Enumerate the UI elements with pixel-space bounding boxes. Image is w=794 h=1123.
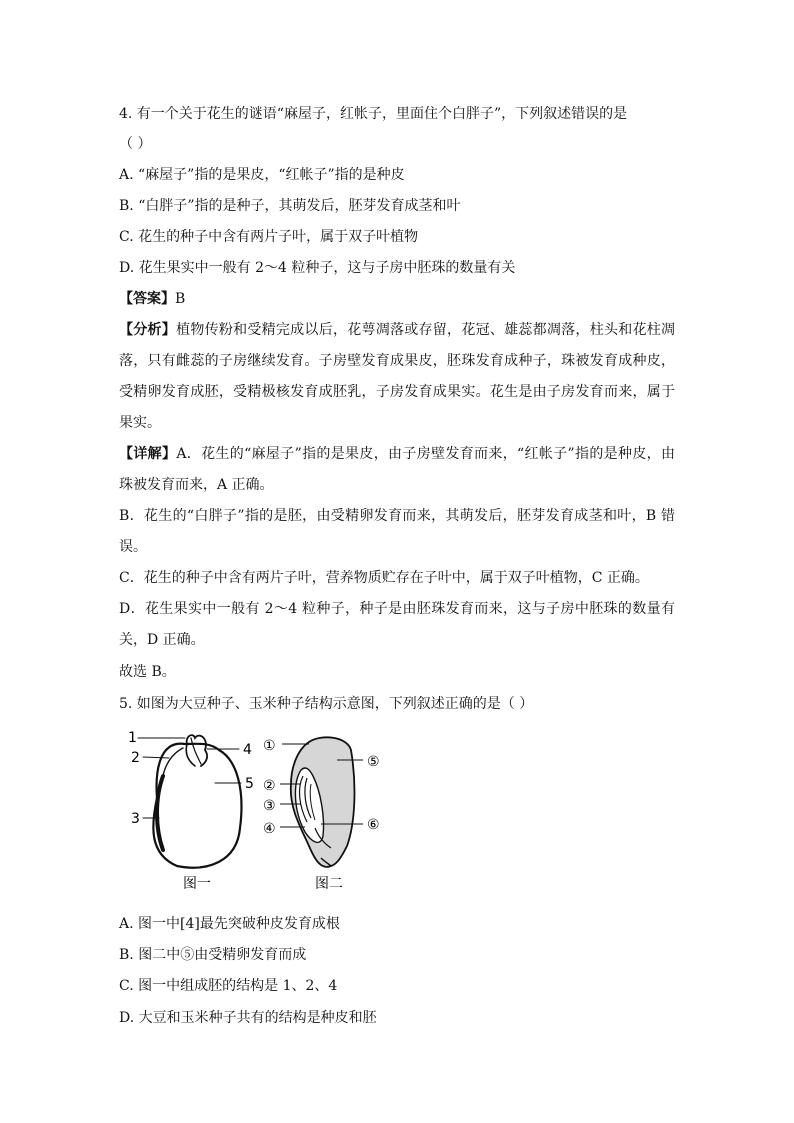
q4-conclusion: 故选 B。 bbox=[119, 664, 176, 680]
soybean-outline bbox=[153, 744, 241, 868]
fig2-label-2: ② bbox=[263, 778, 276, 794]
seed-diagram bbox=[125, 728, 395, 898]
fig2-label-3: ③ bbox=[263, 798, 276, 814]
q4-detail-b: B．花生的“白胖子”指的是胚，由受精卵发育而来，其萌发后，胚芽发育成茎和叶，B 错误。 bbox=[119, 508, 675, 555]
q4-answer bbox=[119, 289, 185, 309]
detail-a-text: A．花生的“麻屋子”指的是果皮，由子房壁发育而来，“红帐子”指的是种皮，由珠被发育而来，A 正确。 bbox=[119, 446, 675, 493]
fig2-label-4: ④ bbox=[263, 821, 276, 837]
q4-analysis bbox=[119, 315, 675, 439]
fig2-caption: 图二 bbox=[315, 876, 343, 892]
analysis-tag: 【分析】 bbox=[119, 322, 177, 338]
q5-option-c: C. 图一中组成胚的结构是 1、2、4 bbox=[119, 978, 338, 994]
answer-value: B bbox=[175, 291, 186, 307]
q4-detail-a bbox=[119, 439, 675, 501]
q5-stem: 5. 如图为大豆种子、玉米种子结构示意图，下列叙述正确的是（ ） bbox=[119, 696, 534, 712]
q4-option-c: C. 花生的种子中含有两片子叶，属于双子叶植物 bbox=[119, 229, 419, 245]
q5-option-d: D. 大豆和玉米种子共有的结构是种皮和胚 bbox=[119, 1010, 377, 1026]
seed-structure-figure bbox=[125, 728, 395, 898]
fig2-label-1: ① bbox=[263, 738, 276, 754]
q4-detail-d: D．花生果实中一般有 2～4 粒种子，种子是由胚珠发育而来，这与子房中胚珠的数量有关，D 正确。 bbox=[119, 601, 675, 648]
soybean-seed-drawing bbox=[138, 735, 241, 868]
q5-option-a: A. 图一中[4]最先突破种皮发育成根 bbox=[119, 916, 340, 932]
fig1-label-3: 3 bbox=[131, 811, 140, 827]
q4-option-d: D. 花生果实中一般有 2～4 粒种子，这与子房中胚珠的数量有关 bbox=[119, 260, 516, 276]
fig1-label-5: 5 bbox=[245, 776, 254, 792]
analysis-text: 植物传粉和受精完成以后，花萼凋落或存留，花冠、雄蕊都凋落，柱头和花柱凋落，只有雌蕊的子房继续发育。子房壁发育成果皮，胚珠发育成种子，珠被发育成种皮，受精卵发育成胚，受精极核发育成胚乳，子房发育成果实。花生是由子房发育而来，属于果实。 bbox=[119, 322, 676, 431]
corn-seed-drawing bbox=[280, 737, 363, 867]
fig1-caption: 图一 bbox=[183, 876, 211, 892]
q5-option-b: B. 图二中⑤由受精卵发育而成 bbox=[119, 947, 307, 963]
fig1-label-1: 1 bbox=[128, 730, 137, 746]
answer-tag: 【答案】 bbox=[119, 291, 175, 307]
q4-option-a: A. “麻屋子”指的是果皮，“红帐子”指的是种皮 bbox=[119, 167, 405, 183]
fig2-label-6: ⑥ bbox=[367, 817, 380, 833]
fig2-label-5: ⑤ bbox=[367, 754, 380, 770]
fig1-label-2: 2 bbox=[131, 750, 140, 766]
fig1-label-4: 4 bbox=[243, 742, 252, 758]
q4-stem: 4. 有一个关于花生的谜语“麻屋子，红帐子，里面住个白胖子”，下列叙述错误的是 bbox=[119, 106, 628, 122]
q4-detail-c: C．花生的种子中含有两片子叶，营养物质贮存在子叶中，属于双子叶植物，C 正确。 bbox=[119, 570, 649, 586]
detail-tag: 【详解】 bbox=[119, 446, 177, 462]
soybean-radicle bbox=[157, 776, 163, 850]
q4-option-b: B. “白胖子”指的是种子，其萌发后，胚芽发育成茎和叶 bbox=[119, 198, 461, 214]
q4-answer-paren: （ ） bbox=[119, 136, 152, 152]
